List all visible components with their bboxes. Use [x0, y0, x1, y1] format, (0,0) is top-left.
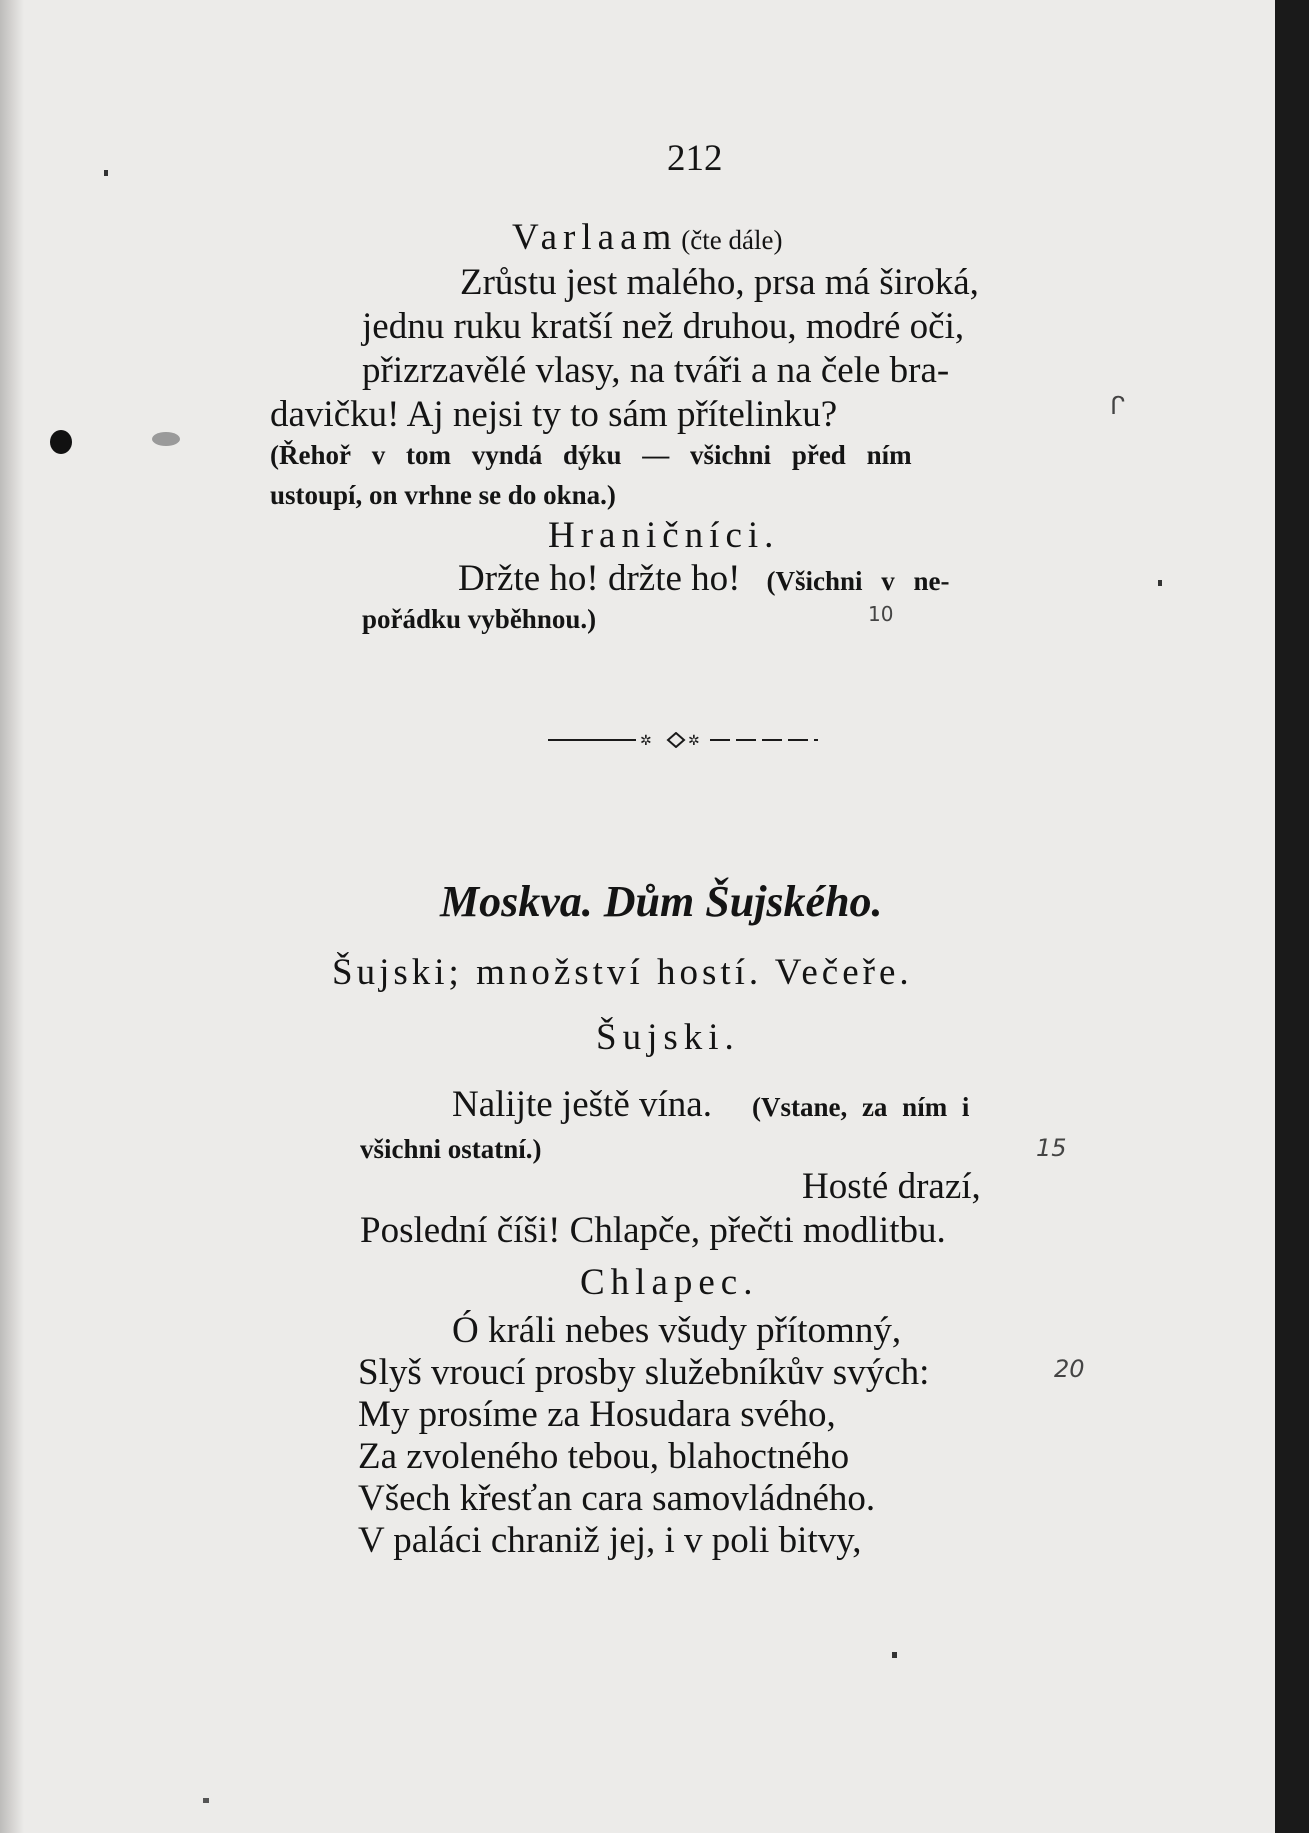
ink-speck — [203, 1798, 209, 1803]
handwritten-note: 10 — [868, 602, 894, 626]
stage-direction: ustoupí, on vrhne se do okna.) — [270, 480, 616, 510]
handwritten-note: 20 — [1054, 1355, 1085, 1383]
page-number: 212 — [667, 138, 723, 179]
stage-direction: pořádku vyběhnou.) — [362, 604, 597, 634]
speech-line: přizrzavělé vlasy, na tváři a na čele bra- — [362, 350, 950, 391]
ornament-divider — [548, 732, 818, 748]
speech-line: Držte ho! držte ho! (Všichni v ne- — [458, 558, 950, 599]
ink-speck — [892, 1652, 897, 1658]
cast-line: Šujski; množství hostí. Večeře. — [332, 952, 913, 993]
svg-text:✲: ✲ — [688, 733, 700, 748]
ink-speck — [1158, 580, 1162, 586]
speaker-varlaam: Varlaam (čte dále) — [512, 217, 783, 258]
stage-direction: (Všichni v ne- — [766, 566, 950, 596]
stage-direction: (Řehoř v tom vyndá dýku — všichni před ním — [270, 440, 912, 470]
handwritten-note: ᒋ — [1110, 392, 1126, 420]
stage-direction: všichni ostatní.) — [360, 1134, 542, 1164]
speech-line: Nalijte ještě vína. (Vstane, za ním i — [452, 1084, 970, 1125]
ink-blot — [152, 432, 180, 446]
speech-line: Poslední číši! Chlapče, přečti modlitbu. — [360, 1210, 946, 1251]
speaker-hranicnici: Hraničníci. — [548, 515, 780, 556]
speech-line: jednu ruku kratší než druhou, modré oči, — [362, 306, 965, 347]
stage-direction: (Vstane, za ním i — [751, 1092, 970, 1122]
verse-line: V paláci chraniž jej, i v poli bitvy, — [358, 1520, 862, 1561]
speech-line: Hosté drazí, — [802, 1166, 981, 1207]
speaker-sujski: Šujski. — [596, 1017, 740, 1058]
verse-line: Za zvoleného tebou, blahoctného — [358, 1436, 850, 1477]
scene-heading: Moskva. Dům Šujského. — [440, 877, 883, 926]
verse-line: Všech křesťan cara samovládného. — [358, 1478, 876, 1519]
svg-text:✲: ✲ — [640, 733, 652, 748]
stage-direction: (čte dále) — [681, 225, 783, 255]
speech-line: davičku! Aj nejsi ty to sám přítelinku? — [270, 394, 838, 435]
verse-line: My prosíme za Hosudara svého, — [358, 1394, 836, 1435]
handwritten-note: 15 — [1036, 1134, 1067, 1162]
verse-line: Slyš vroucí prosby služebníkův svých: — [358, 1352, 930, 1393]
ink-blot — [50, 430, 72, 454]
ink-speck — [104, 170, 108, 176]
verse-line: Ó králi nebes všudy přítomný, — [452, 1310, 902, 1351]
speaker-chlapec: Chlapec. — [580, 1262, 759, 1303]
speech-line: Zrůstu jest malého, prsa má široká, — [460, 262, 979, 303]
